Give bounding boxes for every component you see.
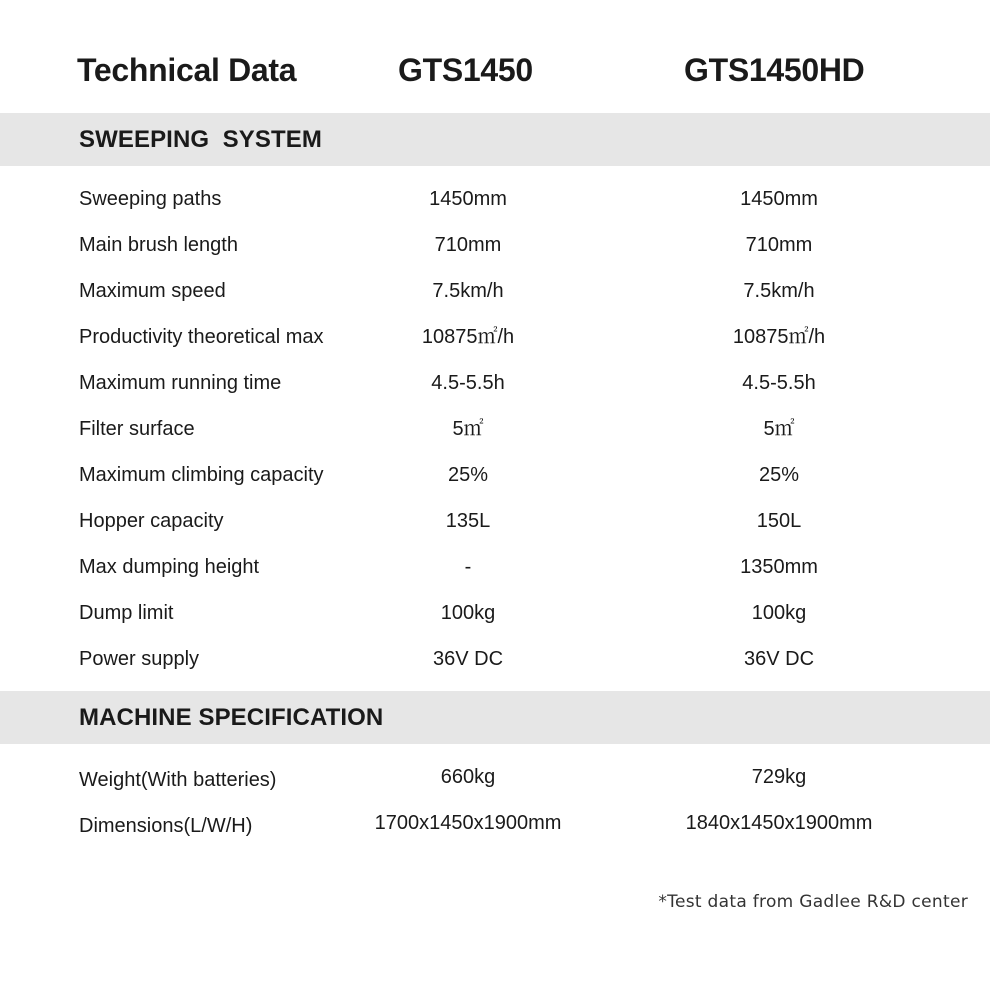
cell-gts1450: 100kg <box>440 602 496 624</box>
cell-gts1450hd: 1450mm <box>740 188 818 210</box>
cell-gts1450hd: 100kg <box>751 602 807 624</box>
table-header <box>0 0 990 113</box>
cell-gts1450: 36V DC <box>432 648 504 670</box>
row-label: Maximum speed <box>79 280 226 302</box>
sweeping-system-rows <box>0 176 990 682</box>
cell-gts1450: 1450mm <box>429 188 507 210</box>
table-row <box>0 636 990 682</box>
row-label: Hopper capacity <box>79 510 224 532</box>
cell-gts1450: 25% <box>447 464 489 486</box>
row-label: Productivity theoretical max <box>79 326 324 348</box>
table-row <box>0 800 990 846</box>
table-row <box>0 590 990 636</box>
cell-gts1450: - <box>464 556 472 578</box>
cell-gts1450hd: 1840x1450x1900mm <box>685 812 873 834</box>
model-column-header-gts1450hd: GTS1450HD <box>684 52 865 88</box>
cell-gts1450hd: 150L <box>756 510 802 532</box>
section-header-machine-specification <box>0 691 990 744</box>
row-label: Filter surface <box>79 418 195 440</box>
table-row <box>0 314 990 360</box>
cell-gts1450: 135L <box>445 510 491 532</box>
cell-gts1450hd: 4.5-5.5h <box>742 372 816 394</box>
row-label: Max dumping height <box>79 556 260 578</box>
machine-specification-rows <box>0 754 990 846</box>
cell-gts1450: 4.5-5.5h <box>431 372 505 394</box>
row-label: Main brush length <box>79 234 238 256</box>
cell-gts1450hd: 10875㎡/h <box>732 326 826 348</box>
table-row <box>0 222 990 268</box>
table-row <box>0 544 990 590</box>
row-label: Weight(With batteries) <box>79 769 277 791</box>
table-row <box>0 452 990 498</box>
section-title: SWEEPING SYSTEM <box>79 126 322 153</box>
cell-gts1450: 7.5km/h <box>432 280 504 302</box>
table-row <box>0 754 990 800</box>
table-row <box>0 406 990 452</box>
table-row <box>0 176 990 222</box>
cell-gts1450hd: 5㎡ <box>763 418 795 440</box>
row-label: Maximum climbing capacity <box>79 464 324 486</box>
cell-gts1450: 10875㎡/h <box>421 326 515 348</box>
page-title: Technical Data <box>77 52 297 88</box>
cell-gts1450hd: 729kg <box>751 766 807 788</box>
row-label: Dimensions(L/W/H) <box>79 815 253 837</box>
section-header-sweeping-system <box>0 113 990 166</box>
cell-gts1450: 710mm <box>434 234 502 256</box>
cell-gts1450hd: 36V DC <box>743 648 815 670</box>
row-label: Sweeping paths <box>79 188 222 210</box>
model-column-header-gts1450: GTS1450 <box>398 52 533 88</box>
table-row <box>0 498 990 544</box>
footnote: *Test data from Gadlee R&D center <box>658 892 968 912</box>
cell-gts1450: 1700x1450x1900mm <box>374 812 562 834</box>
cell-gts1450: 660kg <box>440 766 496 788</box>
cell-gts1450hd: 7.5km/h <box>743 280 815 302</box>
cell-gts1450hd: 1350mm <box>740 556 818 578</box>
section-title: MACHINE SPECIFICATION <box>79 704 384 731</box>
cell-gts1450: 5㎡ <box>452 418 484 440</box>
table-row <box>0 268 990 314</box>
cell-gts1450hd: 25% <box>758 464 800 486</box>
row-label: Maximum running time <box>79 372 282 394</box>
row-label: Dump limit <box>79 602 174 624</box>
row-label: Power supply <box>79 648 200 670</box>
cell-gts1450hd: 710mm <box>745 234 813 256</box>
table-row <box>0 360 990 406</box>
